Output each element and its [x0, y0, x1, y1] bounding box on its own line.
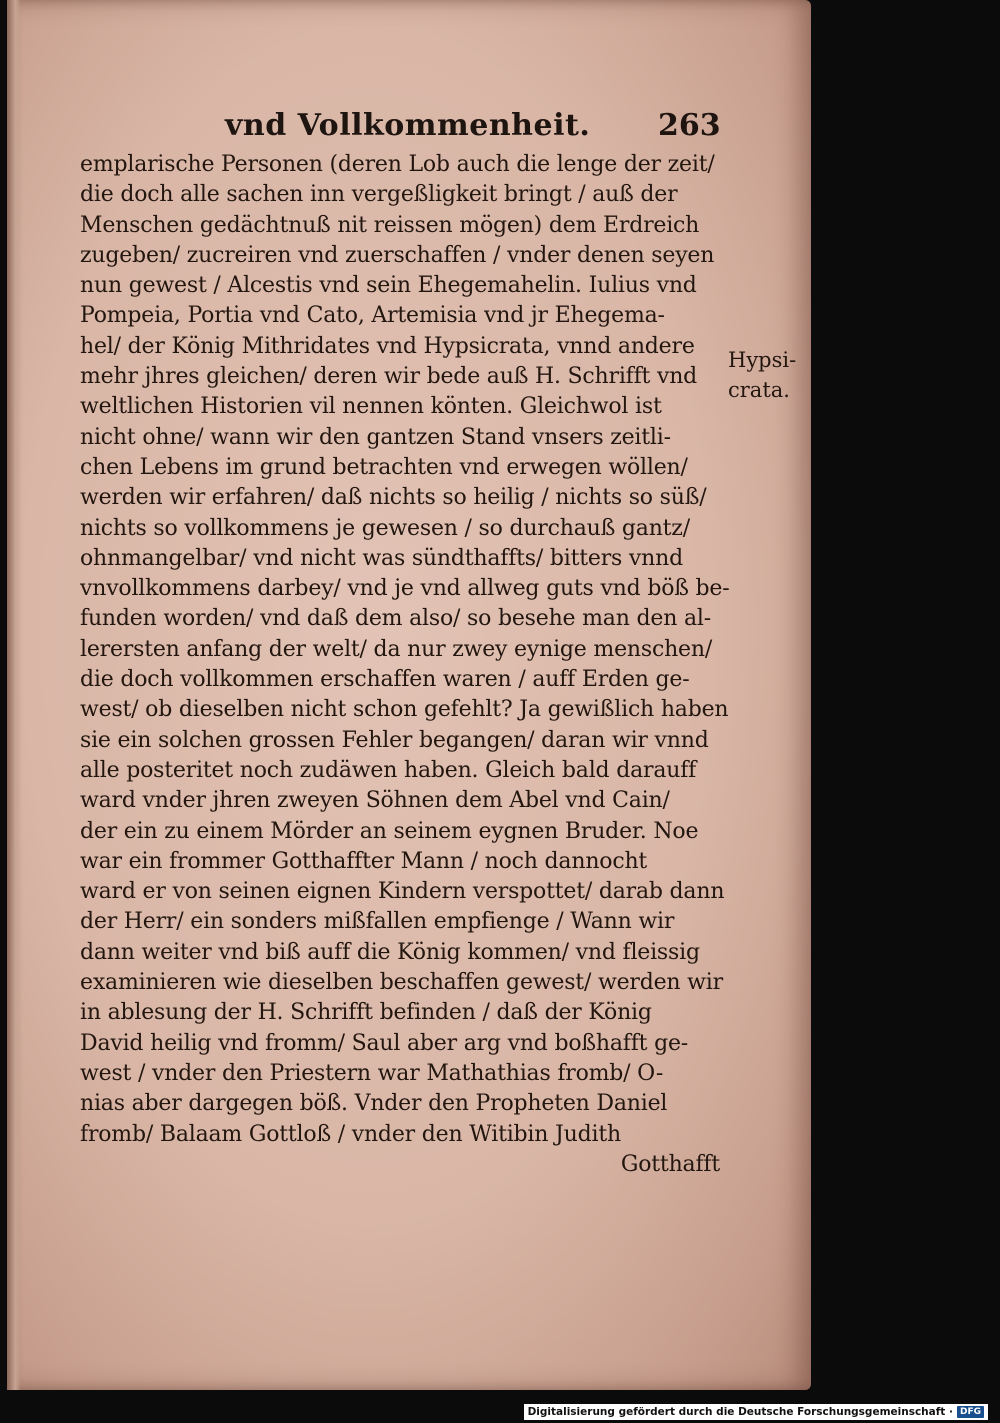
- text-line: chen Lebens im grund betrachten vnd erwegen wöllen/: [80, 454, 688, 480]
- text-line: die doch vollkommen erschaffen waren / auff Erden ge-: [80, 667, 690, 693]
- text-line: alle posteritet noch zudäwen haben. Gleich bald darauff: [80, 757, 697, 783]
- funding-footer: [524, 1404, 988, 1420]
- text-line: ohnmangelbar/ vnd nicht was sündthaffts/ bitters vnnd: [80, 545, 683, 571]
- dfg-logo-icon: DFG: [957, 1406, 984, 1418]
- text-line: examinieren wie dieselben beschaffen gewest/ werden wir: [80, 970, 723, 996]
- text-line: Pompeia, Portia vnd Cato, Artemisia vnd jr Ehegema-: [80, 303, 665, 329]
- text-line: mehr jhres gleichen/ deren wir bede auß H. Schrifft vnd: [80, 364, 698, 390]
- marginal-note-line: Hypsi-: [728, 348, 797, 372]
- marginal-note: [728, 345, 796, 405]
- text-line: vnvollkommens darbey/ vnd je vnd allweg guts vnd böß be-: [80, 576, 730, 602]
- text-line: nichts so vollkommens je gewesen / so durchauß gantz/: [80, 515, 690, 541]
- text-line: werden wir erfahren/ daß nichts so heilig / nichts so süß/: [80, 485, 707, 511]
- text-line: ward er von seinen eignen Kindern verspottet/ darab dann: [80, 879, 725, 905]
- page-binding-edge: [7, 0, 21, 1390]
- text-line: funden worden/ vnd daß dem also/ so besehe man den al-: [80, 606, 711, 632]
- text-line: west/ ob dieselben nicht schon gefehlt? Ja gewißlich haben: [80, 697, 729, 723]
- funding-text: Digitalisierung gefördert durch die Deutsche Forschungsgemeinschaft ·: [527, 1406, 953, 1418]
- text-line: nun gewest / Alcestis vnd sein Ehegemahelin. Iulius vnd: [80, 273, 697, 299]
- text-line: sie ein solchen grossen Fehler begangen/ daran wir vnnd: [80, 727, 709, 753]
- text-line: ward vnder jhren zweyen Söhnen dem Abel vnd Cain/: [80, 788, 670, 814]
- marginal-note-line: crata.: [728, 378, 790, 402]
- text-line: weltlichen Historien vil nennen könten. Gleichwol ist: [80, 394, 662, 420]
- catchword: Gotthafft: [620, 1151, 720, 1177]
- body-text: [80, 150, 730, 1180]
- text-line: in ablesung der H. Schrifft befinden / daß der König: [80, 1000, 652, 1026]
- text-line: fromb/ Balaam Gottloß / vnder den Witibin Judith: [80, 1121, 621, 1147]
- text-line: dann weiter vnd biß auff die König kommen/ vnd fleissig: [80, 939, 700, 965]
- text-line: Menschen gedächtnuß nit reissen mögen) dem Erdreich: [80, 212, 700, 238]
- text-line: emplarische Personen (deren Lob auch die lenge der zeit/: [80, 152, 715, 177]
- text-line: zugeben/ zucreiren vnd zuerschaffen / vnder denen seyen: [80, 242, 715, 268]
- text-line: David heilig vnd fromm/ Saul aber arg vnd boßhafft ge-: [80, 1030, 689, 1056]
- text-line: der Herr/ ein sonders mißfallen empfienge / Wann wir: [80, 909, 675, 935]
- text-line: die doch alle sachen inn vergeßligkeit bringt / auß der: [80, 182, 678, 208]
- running-headline: vnd Vollkommenheit.: [225, 108, 591, 143]
- text-line: nicht ohne/ wann wir den gantzen Stand vnsers zeitli-: [80, 424, 671, 450]
- text-line: der ein zu einem Mörder an seinem eygnen Bruder. Noe: [80, 818, 699, 844]
- text-line: war ein frommer Gotthaffter Mann / noch dannocht: [80, 848, 648, 874]
- page-number: 263: [658, 108, 721, 143]
- text-line: hel/ der König Mithridates vnd Hypsicrata, vnnd andere: [80, 333, 695, 359]
- text-line: lerersten anfang der welt/ da nur zwey eynige menschen/: [80, 636, 713, 662]
- text-line: nias aber dargegen böß. Vnder den Propheten Daniel: [80, 1091, 668, 1117]
- text-line: west / vnder den Priestern war Mathathias fromb/ O-: [80, 1060, 664, 1086]
